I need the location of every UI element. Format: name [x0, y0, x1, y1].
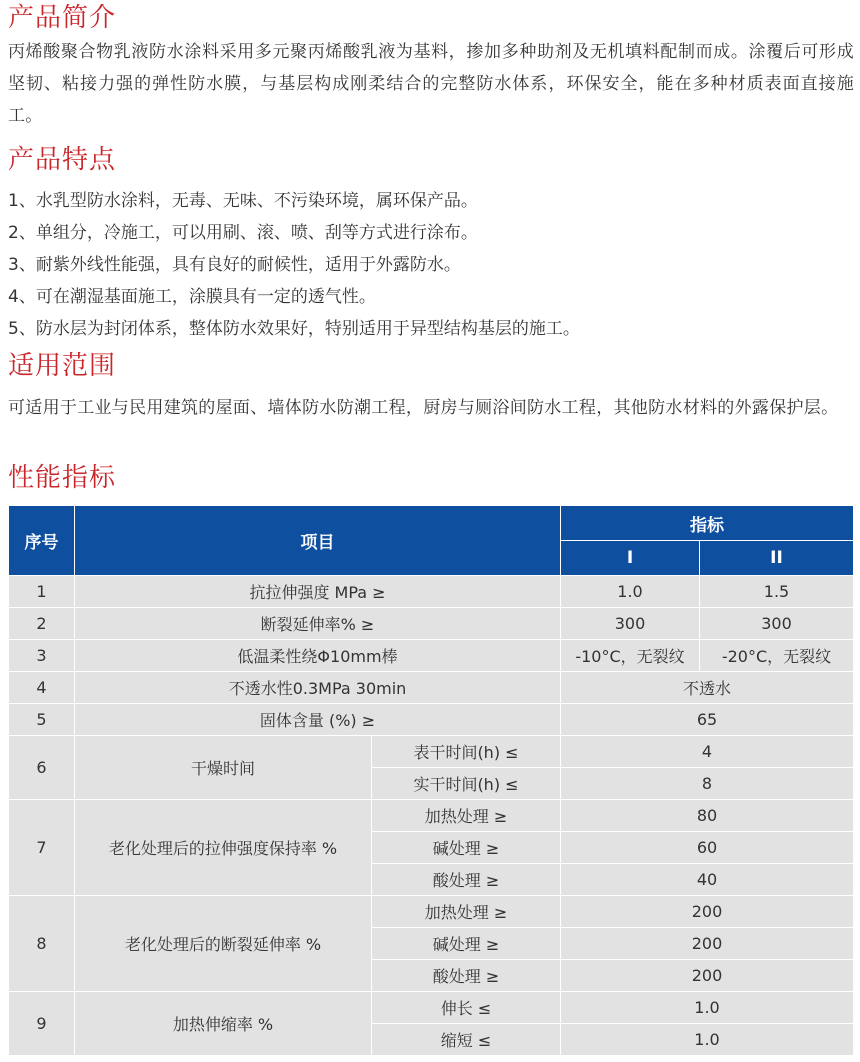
- row-value-2: 1.5: [700, 576, 854, 608]
- header-item: 项目: [75, 506, 561, 576]
- row-sub-item: 实干时间(h) ≤: [372, 768, 561, 800]
- row-sub-item: 表干时间(h) ≤: [372, 736, 561, 768]
- row-no: 5: [9, 704, 75, 736]
- row-value: 8: [561, 768, 854, 800]
- row-item: 低温柔性绕Φ10mm棒: [75, 640, 561, 672]
- table-row: [9, 704, 854, 736]
- row-sub-item: 伸长 ≤: [372, 992, 561, 1024]
- header-grade-1: I: [561, 541, 700, 576]
- header-no: 序号: [9, 506, 75, 576]
- row-no: 2: [9, 608, 75, 640]
- row-no: 6: [9, 736, 75, 800]
- row-no: 4: [9, 672, 75, 704]
- specs-heading: 性能指标: [8, 463, 117, 493]
- header-index: 指标: [561, 506, 854, 541]
- row-value-2: 300: [700, 608, 854, 640]
- table-row: [9, 736, 854, 768]
- feature-item: 5、防水层为封闭体系，整体防水效果好，特别适用于异型结构基层的施工。: [8, 319, 580, 339]
- table-row: [9, 800, 854, 832]
- row-value: 200: [561, 960, 854, 992]
- row-value: 1.0: [561, 992, 854, 1024]
- intro-paragraph: 丙烯酸聚合物乳液防水涂料采用多元聚丙烯酸乳液为基料，掺加多种助剂及无机填料配制而成。涂覆后可形成坚韧、粘接力强的弹性防水膜，与基层构成刚柔结合的完整防水体系，环保安全，能在多种材质表面直接施工。: [8, 42, 854, 126]
- table-row: [9, 576, 854, 608]
- row-no: 9: [9, 992, 75, 1056]
- row-item: 老化处理后的拉伸强度保持率 %: [75, 800, 372, 896]
- table-row: [9, 992, 854, 1024]
- row-no: 8: [9, 896, 75, 992]
- row-item: 不透水性0.3MPa 30min: [75, 672, 561, 704]
- row-value: 200: [561, 896, 854, 928]
- row-value: 200: [561, 928, 854, 960]
- row-value: 不透水: [561, 672, 854, 704]
- table-row: [9, 896, 854, 928]
- row-value: 4: [561, 736, 854, 768]
- feature-item: 3、耐紫外线性能强，具有良好的耐候性，适用于外露防水。: [8, 255, 461, 275]
- row-value-1: 1.0: [561, 576, 700, 608]
- row-item: 固体含量 (%) ≥: [75, 704, 561, 736]
- feature-item: 2、单组分，冷施工，可以用刷、滚、喷、刮等方式进行涂布。: [8, 223, 478, 243]
- row-value: 80: [561, 800, 854, 832]
- row-item: 断裂延伸率% ≥: [75, 608, 561, 640]
- row-sub-item: 碱处理 ≥: [372, 928, 561, 960]
- row-sub-item: 加热处理 ≥: [372, 896, 561, 928]
- row-value-2: -20°C，无裂纹: [700, 640, 854, 672]
- row-value: 65: [561, 704, 854, 736]
- row-value: 1.0: [561, 1024, 854, 1056]
- feature-item: 1、水乳型防水涂料，无毒、无味、不污染环境，属环保产品。: [8, 191, 478, 211]
- intro-heading: 产品简介: [8, 3, 117, 33]
- feature-item: 4、可在潮湿基面施工，涂膜具有一定的透气性。: [8, 287, 376, 307]
- row-value-1: -10°C，无裂纹: [561, 640, 700, 672]
- row-sub-item: 酸处理 ≥: [372, 864, 561, 896]
- row-item: 干燥时间: [75, 736, 372, 800]
- row-value: 60: [561, 832, 854, 864]
- table-row: [9, 608, 854, 640]
- header-grade-2: II: [700, 541, 854, 576]
- scope-paragraph: 可适用于工业与民用建筑的屋面、墙体防水防潮工程，厨房与厕浴间防水工程，其他防水材料的外露保护层。: [8, 398, 839, 418]
- table-row: [9, 640, 854, 672]
- row-item: 抗拉伸强度 MPa ≥: [75, 576, 561, 608]
- row-value-1: 300: [561, 608, 700, 640]
- row-no: 1: [9, 576, 75, 608]
- row-sub-item: 缩短 ≤: [372, 1024, 561, 1056]
- row-item: 老化处理后的断裂延伸率 %: [75, 896, 372, 992]
- row-item: 加热伸缩率 %: [75, 992, 372, 1056]
- spec-table: [8, 505, 854, 1056]
- table-row: [9, 672, 854, 704]
- features-list: [8, 185, 580, 345]
- row-sub-item: 酸处理 ≥: [372, 960, 561, 992]
- row-sub-item: 加热处理 ≥: [372, 800, 561, 832]
- row-sub-item: 碱处理 ≥: [372, 832, 561, 864]
- row-value: 40: [561, 864, 854, 896]
- scope-heading: 适用范围: [8, 351, 117, 381]
- row-no: 3: [9, 640, 75, 672]
- row-no: 7: [9, 800, 75, 896]
- features-heading: 产品特点: [8, 145, 117, 175]
